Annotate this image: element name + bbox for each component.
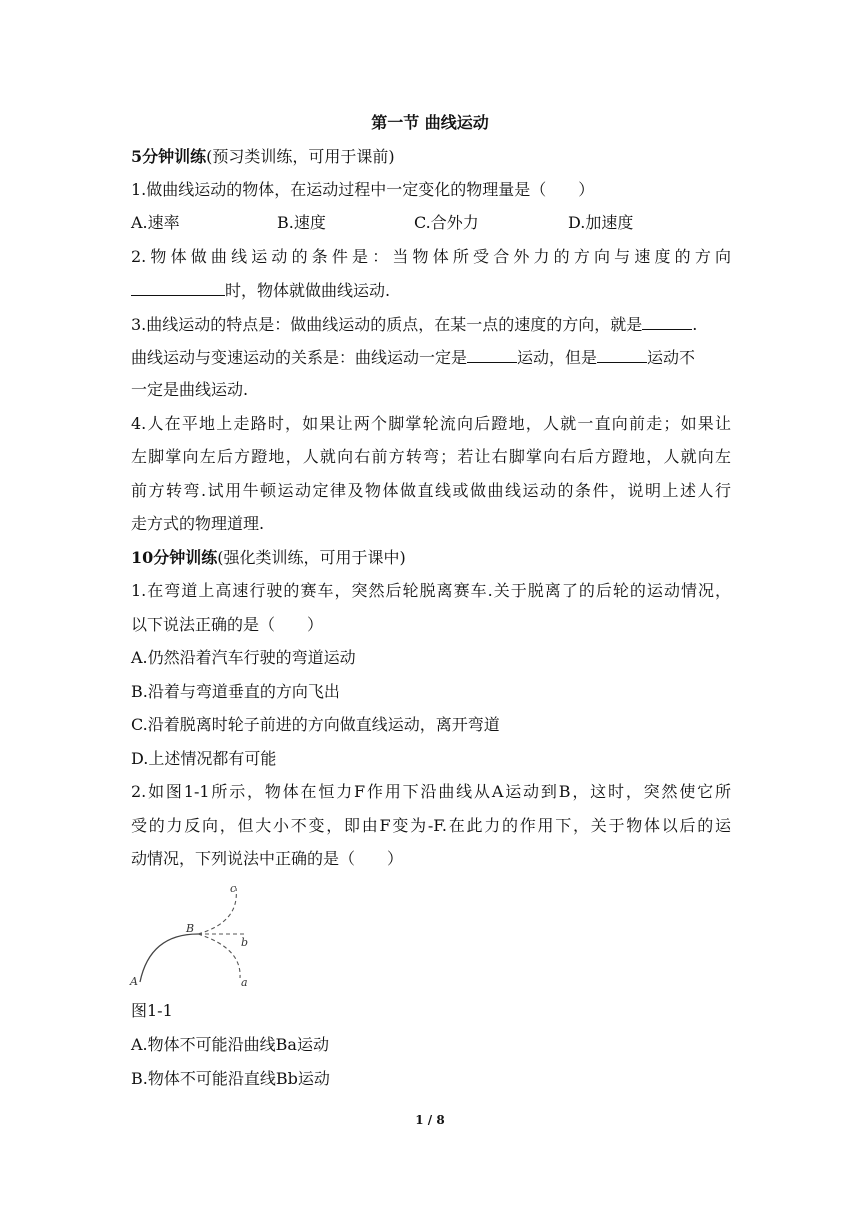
- question-3-text: 运动不: [647, 348, 696, 367]
- q5-option-b: B.沿着与弯道垂直的方向飞出: [131, 682, 340, 701]
- section-heading-5min: [131, 146, 731, 168]
- answer-blank: [642, 313, 692, 330]
- q1-option-d: D.加速度: [568, 213, 634, 232]
- question-6-line-1: 2.如图1-1所示，物体在恒力F作用下沿曲线从A运动到B，这时，突然使它所: [131, 782, 731, 801]
- q5-option-a: A.仍然沿着汽车行驶的弯道运动: [131, 648, 356, 667]
- question-3-text: 运动，但是: [517, 348, 598, 367]
- section-note: (预习类训练，可用于课前): [206, 147, 395, 166]
- figure-caption: 图1-1: [131, 1001, 173, 1020]
- question-4-line-2: 左脚掌向左后方蹬地，人就向右前方转弯；若让右脚掌向右后方蹬地，人就向左: [131, 447, 731, 466]
- question-2-text: 时，物体就做曲线运动.: [225, 281, 391, 300]
- section-heading-10min: [131, 547, 731, 569]
- question-1-text: 1.做曲线运动的物体，在运动过程中一定变化的物理量是（ ）: [131, 180, 595, 199]
- section-heading-text: 10分钟训练: [131, 548, 218, 567]
- q5-option-d: D.上述情况都有可能: [131, 749, 277, 768]
- label-a-lower: a: [241, 976, 248, 989]
- answer-blank: [467, 346, 517, 363]
- path-ba: [198, 934, 240, 978]
- question-4-line-1: 4.人在平地上走路时，如果让两个脚掌轮流向后蹬地，人就一直向前走；如果让: [131, 414, 731, 433]
- page-number: 1 / 8: [415, 1113, 445, 1127]
- question-5-line-2: 以下说法正确的是（ ）: [131, 615, 324, 634]
- label-b-upper: B: [186, 922, 195, 935]
- label-a-upper: A: [130, 975, 138, 988]
- question-2-line-2: [131, 279, 731, 302]
- question-3-text: 3.曲线运动的特点是：做曲线运动的质点，在某一点的速度的方向，就是: [131, 315, 643, 334]
- answer-blank: [131, 279, 225, 296]
- question-4-line-4: 走方式的物理道理.: [131, 514, 265, 533]
- q6-option-b: B.物体不可能沿直线Bb运动: [131, 1069, 330, 1088]
- section-heading-text: 5分钟训练: [131, 147, 207, 166]
- question-4-line-3: 前方转弯.试用牛顿运动定律及物体做直线或做曲线运动的条件，说明上述人行: [131, 481, 731, 500]
- question-3-line-3: 一定是曲线运动.: [131, 380, 249, 399]
- q5-option-c: C.沿着脱离时轮子前进的方向做直线运动，离开弯道: [131, 715, 500, 734]
- question-6-line-3: 动情况，下列说法中正确的是（ ）: [131, 849, 404, 868]
- q1-option-a: A.速率: [131, 213, 180, 232]
- question-5-line-1: 1.在弯道上高速行驶的赛车，突然后轮脱离赛车.关于脱离了的后轮的运动情况，: [131, 581, 731, 600]
- q1-option-b: B.速度: [277, 213, 326, 232]
- question-3-line-1: [131, 313, 731, 336]
- page-title: 第一节 曲线运动: [371, 113, 489, 132]
- q1-option-c: C.合外力: [414, 213, 479, 232]
- question-2-line-1: 2.物体做曲线运动的条件是：当物体所受合外力的方向与速度的方向: [131, 247, 731, 266]
- label-c: c: [230, 882, 237, 895]
- figure-1-1: [128, 882, 268, 992]
- question-3-line-2: [131, 346, 731, 369]
- answer-blank: [597, 346, 647, 363]
- q6-option-a: A.物体不可能沿曲线Ba运动: [131, 1035, 329, 1054]
- question-3-text: 曲线运动与变速运动的关系是：曲线运动一定是: [131, 348, 468, 367]
- label-b-lower: b: [241, 936, 249, 949]
- trajectory-curve-ab: [140, 934, 198, 982]
- section-note: (强化类训练，可用于课中): [217, 548, 406, 567]
- question-3-text: .: [692, 315, 698, 334]
- question-6-line-2: 受的力反向，但大小不变，即由F变为-F.在此力的作用下，关于物体以后的运: [131, 816, 731, 835]
